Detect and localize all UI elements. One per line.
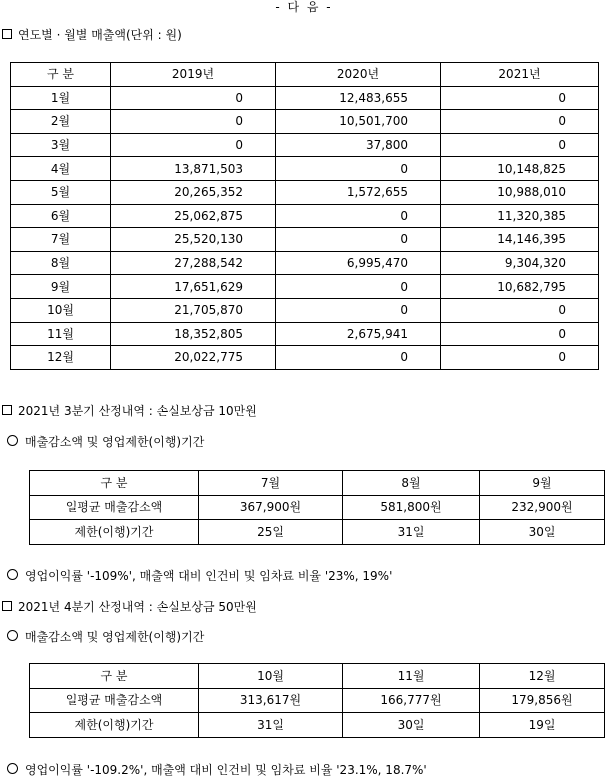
circle-bullet-icon: [7, 763, 18, 774]
month-cell: 10월: [11, 298, 111, 322]
value-cell: 11,320,385: [441, 204, 599, 228]
value-cell: 25,062,875: [111, 204, 276, 228]
checkbox-square-icon: [2, 405, 12, 415]
month-cell: 7월: [11, 228, 111, 252]
header-cell: 9월: [480, 471, 605, 496]
table-row: [30, 688, 605, 713]
value-cell: 20,022,775: [111, 346, 276, 370]
table-header-row: [30, 664, 605, 689]
header-cell: 구 분: [30, 471, 199, 496]
table-row: [30, 713, 605, 738]
value-cell: 30일: [480, 520, 605, 545]
value-cell: 0: [111, 110, 276, 134]
row-label-cell: 일평균 매출감소액: [30, 688, 199, 713]
value-cell: 581,800원: [343, 495, 480, 520]
header-cell: 2021년: [441, 63, 599, 87]
value-cell: 2,675,941: [276, 322, 441, 346]
row-label-cell: 제한(이행)기간: [30, 520, 199, 545]
table-row: [11, 228, 599, 252]
value-cell: 0: [441, 86, 599, 110]
month-cell: 12월: [11, 346, 111, 370]
month-cell: 2월: [11, 110, 111, 134]
value-cell: 25,520,130: [111, 228, 276, 252]
value-cell: 179,856원: [480, 688, 605, 713]
section-q3-heading: [2, 404, 257, 418]
table-header-row: [11, 63, 599, 87]
table-row: [11, 322, 599, 346]
q3-note: [7, 569, 392, 583]
value-cell: 17,651,629: [111, 275, 276, 299]
value-cell: 10,148,825: [441, 157, 599, 181]
table-row: [11, 86, 599, 110]
month-cell: 6월: [11, 204, 111, 228]
q4-note-text: 영업이익률 '-109.2%', 매출액 대비 인건비 및 임차료 비율 '23.1%, 18.7%': [25, 763, 427, 777]
value-cell: 0: [276, 346, 441, 370]
value-cell: 367,900원: [199, 495, 343, 520]
monthly-sales-table: [10, 62, 599, 370]
section-q4-heading: [2, 600, 257, 614]
value-cell: 30일: [343, 713, 480, 738]
q3-sales-decrease-table: [29, 470, 605, 545]
header-cell: 12월: [480, 664, 605, 689]
header-cell: 7월: [199, 471, 343, 496]
q4-subheading: [7, 630, 204, 644]
month-cell: 5월: [11, 180, 111, 204]
table-row: [11, 110, 599, 134]
section-q4-title: 2021년 4분기 산정내역 : 손실보상금 50만원: [18, 600, 257, 614]
value-cell: 0: [441, 346, 599, 370]
circle-bullet-icon: [7, 630, 18, 641]
value-cell: 0: [441, 110, 599, 134]
value-cell: 0: [111, 133, 276, 157]
month-cell: 11월: [11, 322, 111, 346]
value-cell: 6,995,470: [276, 251, 441, 275]
value-cell: 0: [441, 322, 599, 346]
table-row: [11, 298, 599, 322]
table-row: [11, 157, 599, 181]
value-cell: 14,146,395: [441, 228, 599, 252]
row-label-cell: 일평균 매출감소액: [30, 495, 199, 520]
value-cell: 20,265,352: [111, 180, 276, 204]
checkbox-square-icon: [2, 29, 12, 39]
q3-subtitle: 매출감소액 및 영업제한(이행)기간: [25, 435, 205, 449]
circle-bullet-icon: [7, 569, 18, 580]
table-row: [11, 204, 599, 228]
value-cell: 0: [441, 298, 599, 322]
document-header: - 다 음 -: [275, 0, 333, 14]
checkbox-square-icon: [2, 601, 12, 611]
table-row: [30, 495, 605, 520]
value-cell: 25일: [199, 520, 343, 545]
table-row: [11, 180, 599, 204]
value-cell: 0: [276, 157, 441, 181]
table-header-row: [30, 471, 605, 496]
q4-sales-decrease-table: [29, 663, 605, 738]
value-cell: 31일: [343, 520, 480, 545]
row-label-cell: 제한(이행)기간: [30, 713, 199, 738]
value-cell: 9,304,320: [441, 251, 599, 275]
month-cell: 3월: [11, 133, 111, 157]
header-cell: 11월: [343, 664, 480, 689]
value-cell: 0: [276, 204, 441, 228]
month-cell: 8월: [11, 251, 111, 275]
value-cell: 313,617원: [199, 688, 343, 713]
value-cell: 10,501,700: [276, 110, 441, 134]
table-row: [11, 346, 599, 370]
section-q3-title: 2021년 3분기 산정내역 : 손실보상금 10만원: [18, 404, 257, 418]
circle-bullet-icon: [7, 435, 18, 446]
month-cell: 9월: [11, 275, 111, 299]
value-cell: 27,288,542: [111, 251, 276, 275]
value-cell: 18,352,805: [111, 322, 276, 346]
value-cell: 0: [276, 228, 441, 252]
table-row: [11, 275, 599, 299]
header-cell: 구 분: [11, 63, 111, 87]
q4-subtitle: 매출감소액 및 영업제한(이행)기간: [25, 630, 205, 644]
value-cell: 0: [276, 298, 441, 322]
value-cell: 21,705,870: [111, 298, 276, 322]
value-cell: 10,988,010: [441, 180, 599, 204]
table-row: [11, 133, 599, 157]
table-row: [11, 251, 599, 275]
value-cell: 166,777원: [343, 688, 480, 713]
value-cell: 13,871,503: [111, 157, 276, 181]
value-cell: 31일: [199, 713, 343, 738]
section-sales-title: 연도별 · 월별 매출액(단위 : 원): [18, 28, 182, 42]
header-cell: 10월: [199, 664, 343, 689]
table-row: [30, 520, 605, 545]
section-sales-heading: [2, 28, 182, 42]
header-cell: 구 분: [30, 664, 199, 689]
q4-note: [7, 763, 427, 777]
value-cell: 232,900원: [480, 495, 605, 520]
value-cell: 37,800: [276, 133, 441, 157]
value-cell: 19일: [480, 713, 605, 738]
value-cell: 0: [276, 275, 441, 299]
value-cell: 0: [111, 86, 276, 110]
q3-subheading: [7, 435, 204, 449]
month-cell: 4월: [11, 157, 111, 181]
value-cell: 12,483,655: [276, 86, 441, 110]
value-cell: 0: [441, 133, 599, 157]
q3-note-text: 영업이익률 '-109%', 매출액 대비 인건비 및 임차료 비율 '23%, 19%': [25, 569, 393, 583]
value-cell: 10,682,795: [441, 275, 599, 299]
header-cell: 8월: [343, 471, 480, 496]
value-cell: 1,572,655: [276, 180, 441, 204]
header-cell: 2019년: [111, 63, 276, 87]
header-cell: 2020년: [276, 63, 441, 87]
month-cell: 1월: [11, 86, 111, 110]
